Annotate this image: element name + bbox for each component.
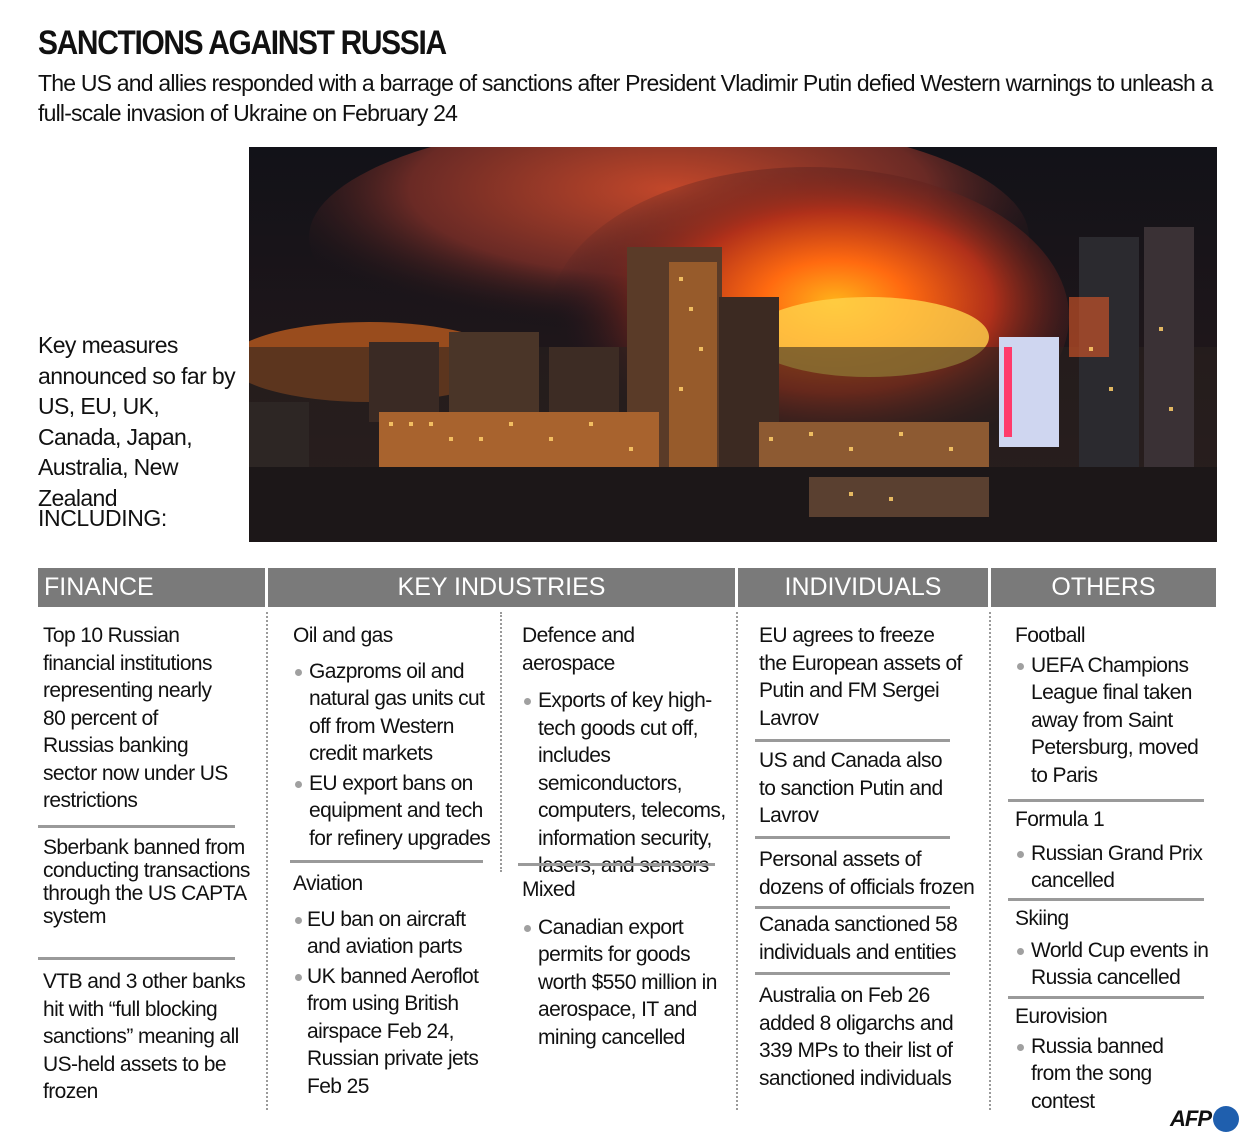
column-divider xyxy=(736,612,738,1110)
separator xyxy=(518,863,715,866)
individuals-header: INDIVIDUALS xyxy=(738,568,988,607)
industry-item: Exports of key high-tech goods cut off, includes semiconductors, computers, telecoms, information security, xyxy=(522,687,727,880)
others-heading-football: Football xyxy=(1015,624,1085,647)
afp-logo-text: AFP xyxy=(1170,1106,1211,1131)
others-item: UEFA Champions League final taken away from Saint Petersburg, moved to Paris xyxy=(1015,652,1215,790)
page-title: SANCTIONS AGAINST RUSSIA xyxy=(38,24,446,62)
separator xyxy=(1008,996,1204,999)
separator xyxy=(1008,898,1204,901)
industry-heading-defence: Defence and aerospace xyxy=(522,624,635,675)
others-item: Russia banned from the song contest xyxy=(1015,1033,1185,1116)
afp-logo xyxy=(1170,1104,1239,1134)
afp-logo-dot xyxy=(1213,1106,1239,1132)
individuals-item: Australia on Feb 26 added 8 oligarchs and 339 MPs to their list of sanctioned individuals xyxy=(759,984,954,1090)
column-divider xyxy=(989,612,991,1110)
others-heading-eurovision: Eurovision xyxy=(1015,1005,1108,1028)
industry-heading-oil-gas: Oil and gas xyxy=(293,624,393,647)
separator xyxy=(38,825,235,828)
industry-item: UK banned Aeroflot from using British airspace Feb 24, Russian private jets Feb 25 xyxy=(293,963,498,1101)
page-subtitle: The US and allies responded with a barrage of sanctions after President Vladimir Putin defied Western warnings to unleash a full-scale invasion of Ukraine on February 24 xyxy=(38,70,1213,126)
industry-item: EU ban on aircraft and aviation parts xyxy=(293,906,498,961)
industry-heading-mixed: Mixed xyxy=(522,878,576,901)
finance-item: Sberbank banned from conducting transactions through the US CAPTA system xyxy=(43,836,250,928)
finance-item: Top 10 Russian financial institutions representing nearly 80 percent of Russias banking sector now under US restrictions xyxy=(43,624,228,812)
finance-item: VTB and 3 other banks hit with “full blocking sanctions” meaning all US-held assets to be frozen xyxy=(43,970,246,1103)
others-heading-formula1: Formula 1 xyxy=(1015,808,1105,831)
separator xyxy=(38,957,235,960)
individuals-item: Personal assets of dozens of officials frozen xyxy=(759,848,975,899)
kyiv-fire-photo xyxy=(249,147,1217,542)
separator xyxy=(755,906,950,909)
individuals-item: US and Canada also to sanction Putin and Lavrov xyxy=(759,749,943,827)
others-item: Russian Grand Prix cancelled xyxy=(1015,840,1215,895)
separator xyxy=(1008,799,1204,802)
key-measures-text: Key measures announced so far by US, EU, UK, Canada, Japan, Australia, New Zealand xyxy=(38,332,236,511)
separator xyxy=(290,860,483,863)
industry-item: Canadian export permits for goods worth $550 million in aerospace, IT and mining cancelled xyxy=(522,914,727,1052)
others-heading-skiing: Skiing xyxy=(1015,907,1069,930)
key-industries-header: KEY INDUSTRIES xyxy=(268,568,735,607)
others-item: World Cup events in Russia cancelled xyxy=(1015,937,1215,992)
individuals-item: EU agrees to freeze the European assets of Putin and FM Sergei Lavrov xyxy=(759,624,962,730)
others-header: OTHERS xyxy=(991,568,1216,607)
separator xyxy=(755,972,950,975)
column-divider xyxy=(500,612,502,872)
including-label: INCLUDING: xyxy=(38,505,167,531)
separator xyxy=(755,739,950,742)
industry-item: Gazproms oil and natural gas units cut off from Western credit markets xyxy=(293,658,493,768)
individuals-item: Canada sanctioned 58 individuals and entities xyxy=(759,913,958,964)
finance-header: FINANCE xyxy=(38,568,265,607)
industry-item: EU export bans on equipment and tech for refinery upgrades xyxy=(293,770,493,853)
column-divider xyxy=(266,612,268,1110)
industry-heading-aviation: Aviation xyxy=(293,872,363,895)
separator xyxy=(755,836,950,839)
